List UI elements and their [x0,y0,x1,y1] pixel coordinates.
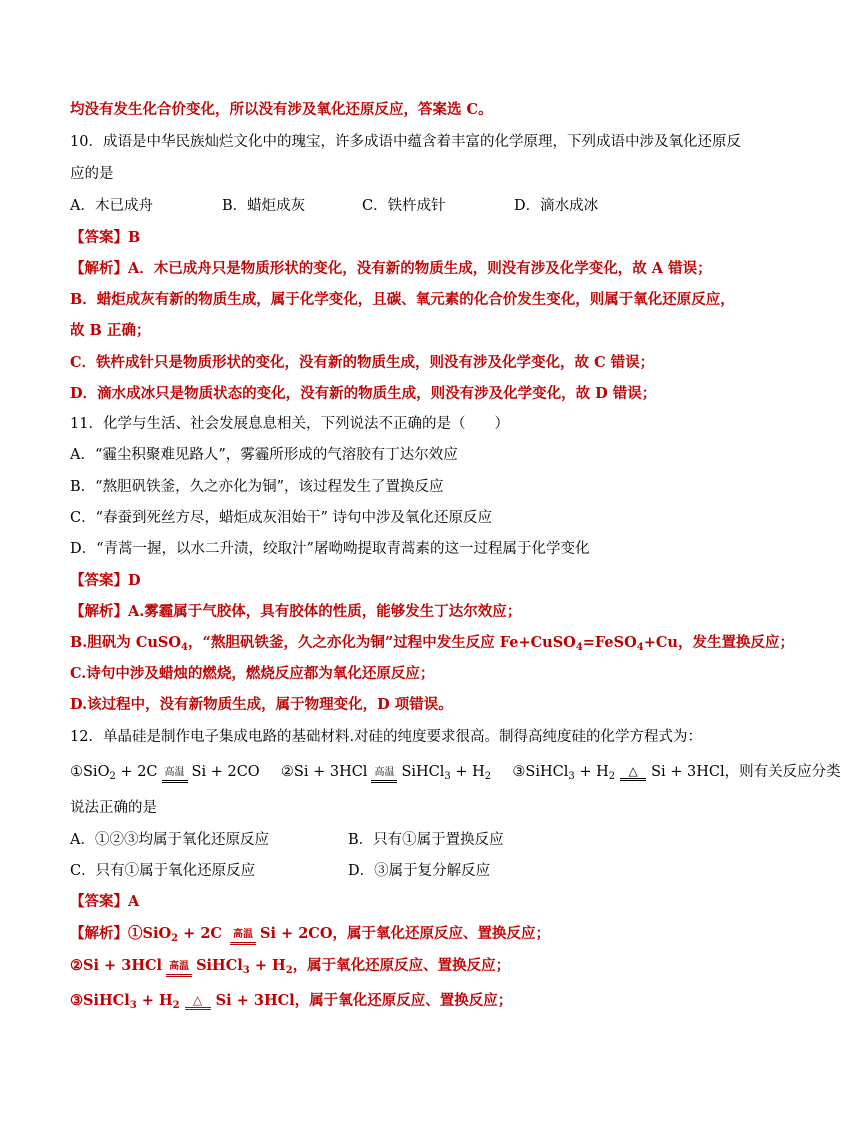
high-temp-condition: 高温 [162,768,188,783]
high-temp-condition: 高温 [371,768,397,783]
q10-option-c: C．铁杵成针 [362,198,446,214]
q10-explanation-line4: C．铁杵成针只是物质形状的变化，没有新的物质生成，则没有涉及化学变化，故 C 错误； [70,354,655,371]
q11-explanation-a: A.雾霾属于气胶体，具有胶体的性质，能够发生丁达尔效应； [128,603,522,620]
r1-left: ①SiO [128,925,172,942]
q10-stem-line1: 10．成语是中华民族灿烂文化中的瑰宝，许多成语中蕴含着丰富的化学原理，下列成语中涉及氧化还原反 [70,134,741,150]
previous-answer-tail: 均没有发生化合价变化，所以没有涉及氧化还原反应，答案选 C。 [70,101,493,118]
q11-option-c: C．“春蚕到死丝方尽，蜡炬成灰泪始干” 诗句中涉及氧化还原反应 [70,510,493,526]
q12-option-d: D．③属于复分解反应 [348,863,491,879]
q12-stem-tail: ，则有关反应分类 [724,764,841,780]
subscript: 2 [172,1000,180,1011]
q12-explanation-line2 [70,956,510,977]
q10-stem-line2: 应的是 [70,166,114,182]
subscript: 3 [444,771,451,782]
r3-right: Si + 3HCl [215,992,295,1009]
high-temp-condition: 高温 [166,962,192,977]
q10-explanation-line1 [70,259,712,279]
q11-exp-b-part3: =FeSO [582,634,637,651]
subscript: 3 [568,771,575,782]
q10-explanation-a: A．木已成舟只是物质形状的变化，没有新的物质生成，则没有涉及化学变化，故 A 错误； [128,260,712,277]
q12-exp-tail: ，属于氧化还原反应、置换反应； [292,957,511,974]
q11-answer: 【答案】D [70,572,141,589]
subscript: 4 [636,642,644,653]
subscript: 2 [484,771,492,782]
r3-right: Si + 3HCl [651,764,725,780]
reaction-2 [281,764,491,780]
q12-exp-tail: ，属于氧化还原反应、置换反应； [332,925,550,942]
q12-option-b: B．只有①属于置换反应 [348,832,504,848]
q11-exp-b-part4: +Cu，发生置换反应； [643,634,794,651]
r1-right: Si + 2CO [191,764,260,780]
r1-left2: + 2C [115,764,158,780]
q12-explanation-line1 [70,924,550,945]
subscript: 2 [608,771,616,782]
subscript: 3 [242,965,250,976]
subscript: 4 [181,642,189,653]
r3-left: ③SiHCl [70,992,130,1009]
q12-explanation-line3 [70,991,512,1011]
q10-explanation-label: 【解析】 [70,260,128,277]
q11-explanation-label: 【解析】 [70,603,128,620]
q12-exp-tail: ，属于氧化还原反应、置换反应； [294,992,513,1009]
subscript: 2 [109,771,116,782]
subscript: 3 [129,1000,137,1011]
r1-left2: + 2C [178,925,222,942]
q11-option-a: A．“霾尘积聚难见路人”，雾霾所形成的气溶胶有丁达尔效应 [70,447,458,463]
r2-right: SiHCl [401,764,445,780]
q10-answer: 【答案】B [70,229,141,246]
high-temp-condition: 高温 [230,930,256,945]
q10-option-a: A．木已成舟 [70,198,153,214]
q11-explanation-line3: C.诗句中涉及蜡烛的燃烧，燃烧反应都为氧化还原反应； [70,665,435,682]
q10-explanation-line3: 故 B 正确； [70,322,151,339]
subscript: 2 [171,933,179,944]
q11-explanation-line2 [70,633,794,653]
r3-left: ③SiHCl [512,764,569,780]
q11-exp-b-part1: B.胆矾为 CuSO [70,634,182,651]
q10-explanation-line5: D．滴水成冰只是物质状态的变化，没有新的物质生成，则没有涉及化学变化，故 D 错误； [70,385,657,402]
reaction-3 [512,764,724,780]
r3-left2: + H [136,992,173,1009]
r2-right2: + H [450,764,485,780]
r2-left: ②Si + 3HCl [280,764,368,780]
heat-condition: △ [185,994,211,1010]
q11-stem: 11．化学与生活、社会发展息息相关，下列说法不正确的是（ ） [70,416,509,432]
q10-explanation-line2: B．蜡炬成灰有新的物质生成，属于化学变化，且碳、氧元素的化合价发生变化，则属于氧化还原反应， [70,291,735,308]
q12-stem-line2: 说法正确的是 [70,800,157,816]
subscript: 2 [285,965,293,976]
q11-option-d: D．“青蒿一握，以水二升渍，绞取汁”屠呦呦提取青蒿素的这一过程属于化学变化 [70,541,590,557]
r1-left: ①SiO [70,764,110,780]
q11-option-b: B．“熬胆矾铁釜，久之亦化为铜”，该过程发生了置换反应 [70,479,444,495]
q11-exp-b-part2: ，“熬胆矾铁釜，久之亦化为铜”过程中发生反应 Fe+CuSO [188,634,576,651]
subscript: 4 [575,642,583,653]
q10-option-d: D．滴水成冰 [514,198,599,214]
q11-explanation-line1 [70,602,521,622]
q12-equations-line [70,762,841,783]
q12-explanation-label: 【解析】 [70,925,128,942]
r3-left2: + H [574,764,609,780]
r2-right: SiHCl [196,957,243,974]
heat-condition: △ [620,765,646,781]
r2-left: ②Si + 3HCl [70,957,163,974]
q10-option-b: B．蜡炬成灰 [222,198,306,214]
r1-right: Si + 2CO [259,925,333,942]
q12-answer: 【答案】A [70,893,140,910]
q11-explanation-line4: D.该过程中，没有新物质生成，属于物理变化，D 项错误。 [70,696,453,713]
q12-option-c: C．只有①属于氧化还原反应 [70,863,256,879]
q12-option-a: A．①②③均属于氧化还原反应 [70,832,269,848]
r2-right2: + H [249,957,286,974]
reaction-1 [70,764,260,780]
q12-stem-line1: 12．单晶硅是制作电子集成电路的基础材料.对硅的纯度要求很高。制得高纯度硅的化学方程式为： [70,729,703,745]
